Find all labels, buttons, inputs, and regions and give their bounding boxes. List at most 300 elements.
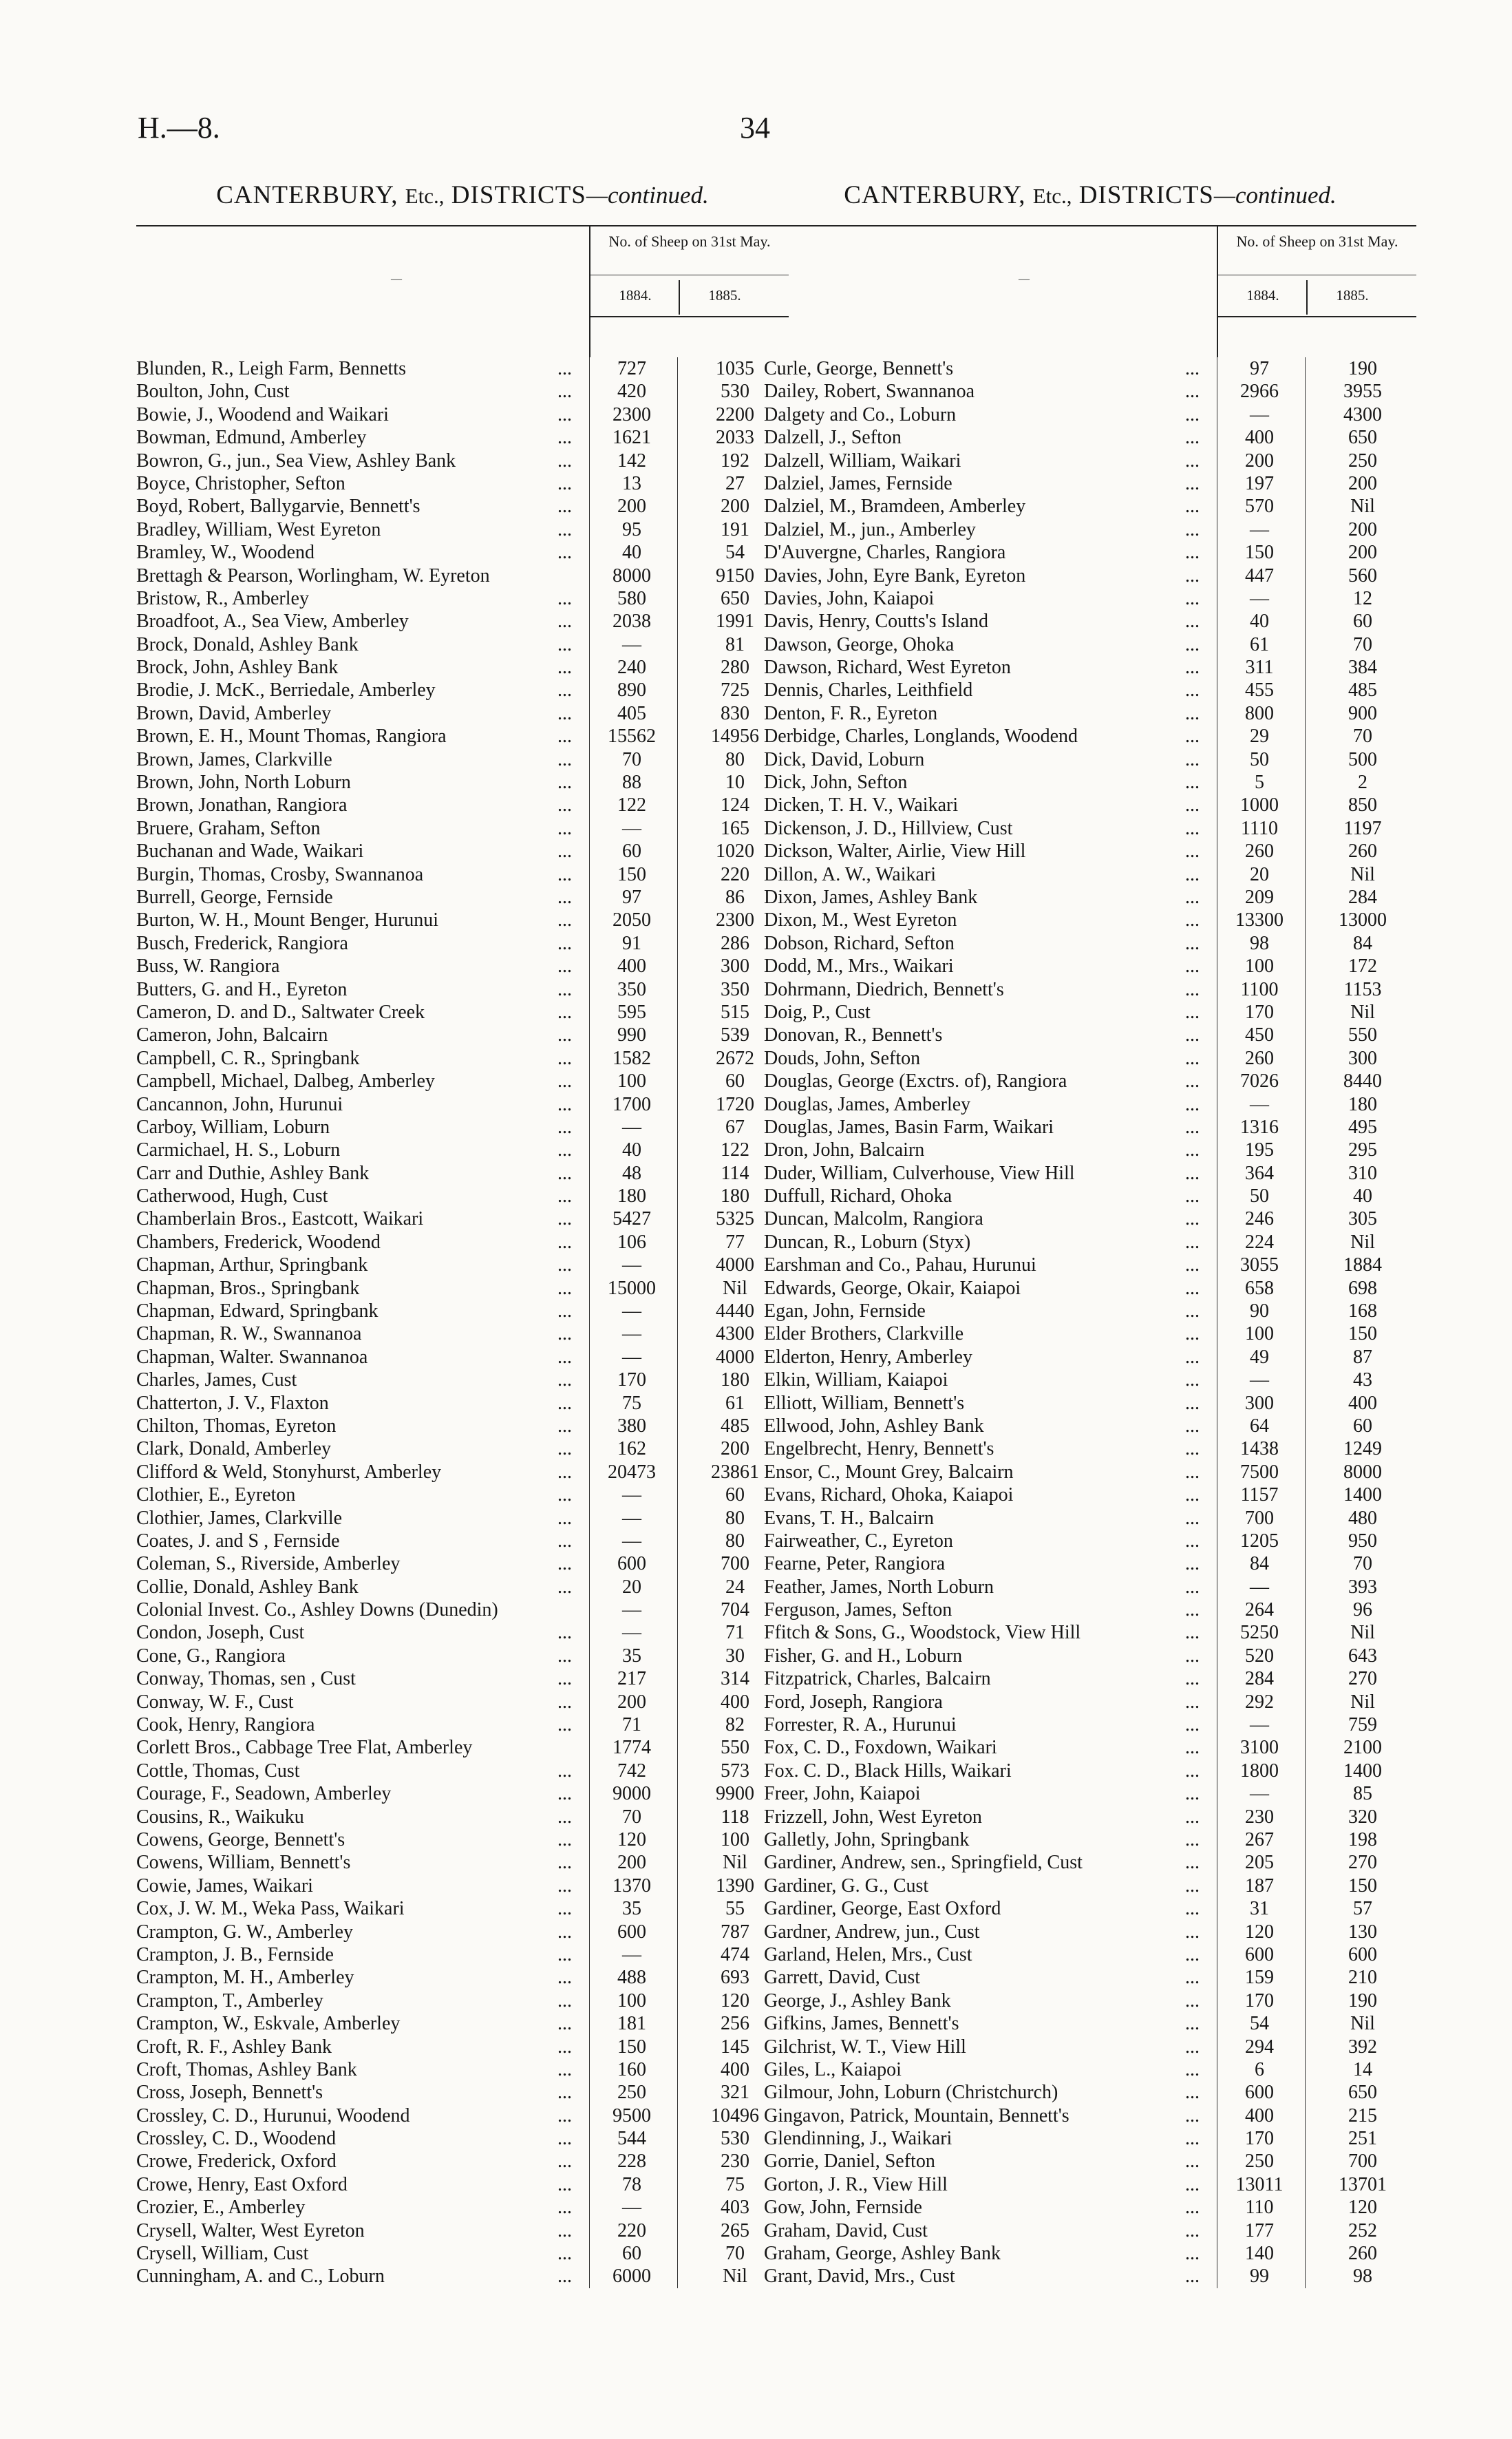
title-etc: Etc., [405,184,445,208]
table-row [764,1966,1416,1989]
sheep-1884: — [622,817,641,839]
leader-dots: ... [557,2243,572,2265]
sheep-1885: Nil [1350,2013,1375,2035]
owner-name: Butters, G. and H., Eyreton [136,978,348,1000]
sheep-1885: 384 [1348,657,1377,679]
owner-name: Chapman, R. W., Swannanoa [136,1323,362,1345]
sheep-1884: 364 [1245,1162,1274,1184]
year-1884-header: 1884. [1246,287,1279,304]
owner-name: Dawson, Richard, West Eyreton [764,657,1011,679]
sheep-1884: 400 [1245,2104,1274,2126]
sheep-1884: 580 [617,587,646,609]
table-row [136,909,789,931]
leader-dots: ... [557,1645,572,1667]
sheep-1885: 70 [725,2243,745,2265]
table-row [136,1598,789,1621]
owner-name: Cowens, George, Bennett's [136,1829,345,1850]
table-row [764,1989,1416,2012]
table-row [764,1461,1416,1484]
leader-dots: ... [1185,403,1200,425]
sheep-1885: 145 [721,2036,749,2058]
owner-name: Campbell, Michael, Dalbeg, Amberley [136,1070,435,1092]
leader-dots: ... [1185,1599,1200,1621]
owner-name: Ellwood, John, Ashley Bank [764,1415,984,1437]
table-row [136,1989,789,2012]
sheep-1885: 704 [721,1599,749,1621]
leader-dots: ... [1185,748,1200,770]
leader-dots: ... [1185,932,1200,954]
owner-name: Cowie, James, Waikari [136,1875,313,1897]
owner-name: Davis, Henry, Coutts's Island [764,611,988,633]
table-row [136,610,789,633]
leader-dots: ... [557,1691,572,1713]
owner-name: Dalziel, M., jun., Amberley [764,518,976,540]
table-row [136,518,789,541]
sheep-1885: 24 [725,1576,745,1598]
table-row [136,1691,789,1713]
leader-dots: ... [557,633,572,655]
table-row [136,1921,789,1943]
sheep-1884: 48 [622,1162,641,1184]
table-row [136,1277,789,1300]
sheep-1884: 600 [1245,1943,1274,1965]
owner-name: Crampton, T., Amberley [136,1989,323,2012]
sheep-1884: 1370 [613,1875,651,1897]
leader-dots: ... [557,2082,572,2104]
table-row [764,495,1416,518]
sheep-1884: 91 [622,932,641,954]
owner-name: Dawson, George, Ohoka [764,633,955,655]
table-row [136,1369,789,1391]
sheep-1884: 84 [1250,1553,1269,1575]
sheep-1884: 6000 [613,2266,651,2288]
sheep-1884: 520 [1245,1645,1274,1667]
sheep-1885: 61 [725,1392,745,1414]
owner-name: Davies, John, Kaiapoi [764,587,935,609]
table-row [764,1254,1416,1276]
table-row [764,610,1416,633]
sheep-1884: 284 [1245,1668,1274,1690]
owner-name: Cousins, R., Waikuku [136,1806,304,1828]
sheep-1885: 300 [721,955,749,978]
sheep-1884: 595 [617,1001,646,1023]
sheep-1884: — [622,1484,641,1506]
leader-dots: ... [557,472,572,494]
sheep-1884: 267 [1245,1829,1274,1850]
owner-name: Bruere, Graham, Sefton [136,817,321,839]
table-row [136,1782,789,1805]
leader-dots: ... [1185,2243,1200,2265]
sheep-1885: 200 [721,1438,749,1460]
sheep-1884: 800 [1245,702,1274,724]
sheep-1884: 9500 [613,2104,651,2126]
leader-dots: ... [1185,863,1200,885]
table-row [136,403,789,426]
owner-name: Chapman, Arthur, Springbank [136,1254,368,1276]
sheep-1884: 150 [617,2036,646,2058]
owner-name: Graham, George, Ashley Bank [764,2243,1001,2265]
sheep-1885: 124 [721,794,749,816]
table-row [136,748,789,771]
leader-dots: ... [557,2173,572,2195]
sheep-1884: 97 [622,886,641,908]
owner-name: Burton, W. H., Mount Benger, Hurunui [136,909,439,931]
leader-dots: ... [1185,1093,1200,1115]
owner-name: Bowman, Edmund, Amberley [136,427,367,449]
table-row [764,2058,1416,2081]
leader-dots: ... [557,886,572,908]
owner-name: Gilmour, John, Loburn (Christchurch) [764,2082,1058,2104]
sheep-1885: 215 [1348,2104,1377,2126]
sheep-1884: 49 [1250,1346,1269,1368]
leader-dots: ... [1185,1622,1200,1644]
table-row [136,1828,789,1851]
leader-dots: ... [1185,1369,1200,1391]
sheep-1884: 6 [1255,2058,1264,2080]
owner-name: Brown, David, Amberley [136,702,332,724]
owner-name: Bowron, G., jun., Sea View, Ashley Bank [136,450,456,472]
owner-name: Dicken, T. H. V., Waikari [764,794,959,816]
leader-dots: ... [557,1254,572,1276]
sheep-1884: 13300 [1235,909,1284,931]
sheep-1884: 180 [617,1185,646,1207]
owner-name: Cowens, William, Bennett's [136,1852,351,1874]
sheep-1885: 114 [721,1162,749,1184]
sheep-1884: 742 [617,1760,646,1782]
owner-name: Boyd, Robert, Ballygarvie, Bennett's [136,496,420,518]
sheep-1885: 550 [1348,1024,1377,1046]
sheep-1885: 180 [721,1369,749,1391]
sheep-1884: 20 [1250,863,1269,885]
sheep-1884: 140 [1245,2243,1274,2265]
owner-name: Courage, F., Seadown, Amberley [136,1783,392,1805]
leader-dots: ... [557,2151,572,2173]
sheep-1884: 13011 [1235,2173,1284,2195]
sheep-1884: 98 [1250,932,1269,954]
sheep-1884: 700 [1245,1507,1274,1529]
owner-name: Brown, John, North Loburn [136,772,351,794]
table-row [136,863,789,886]
leader-dots: ... [1185,1139,1200,1161]
leader-dots: ... [557,611,572,633]
sheep-1885: 70 [1353,633,1372,655]
owner-name: Elderton, Henry, Amberley [764,1346,972,1368]
owner-name: Elkin, William, Kaiapoi [764,1369,948,1391]
leader-dots: ... [1185,1231,1200,1253]
table-row [136,1093,789,1116]
title-continued: —continued. [586,182,709,209]
owner-name: Gorton, J. R., View Hill [764,2173,948,2195]
leader-dots: ... [1185,496,1200,518]
table-row [764,817,1416,840]
sheep-1885: 265 [721,2219,749,2241]
leader-dots: ... [1185,2104,1200,2126]
owner-name: Dixon, James, Ashley Bank [764,886,978,908]
sheep-1885: 256 [721,2013,749,2035]
leader-dots: ... [557,2058,572,2080]
table-row [136,679,789,701]
owner-name: Carr and Duthie, Ashley Bank [136,1162,370,1184]
sheep-1884: 95 [622,518,641,540]
sheep-1885: 700 [721,1553,749,1575]
sheep-1885: 1884 [1343,1254,1382,1276]
owner-name: Gilchrist, W. T., View Hill [764,2036,966,2058]
sheep-1884: — [1250,1783,1269,1805]
leader-dots: ... [557,748,572,770]
owner-name: D'Auvergne, Charles, Rangiora [764,542,1006,564]
sheep-1884: — [622,1622,641,1644]
table-row [764,656,1416,679]
table-row [764,748,1416,771]
leader-dots: ... [1185,702,1200,724]
sheep-1885: Nil [1350,1622,1375,1644]
owner-name: Chapman, Edward, Springbank [136,1300,379,1322]
sheep-1885: 172 [1348,955,1377,978]
owner-name: Chapman, Walter. Swannanoa [136,1346,368,1368]
owner-name: Burgin, Thomas, Crosby, Swannanoa [136,863,424,885]
sheep-1885: Nil [1350,863,1375,885]
sheep-1884: 70 [622,1806,641,1828]
owner-name: Dodd, M., Mrs., Waikari [764,955,954,978]
leader-dots: ... [557,772,572,794]
leader-dots: ... [557,702,572,724]
leader-dots: ... [1185,1967,1200,1989]
sheep-1885: 30 [725,1645,745,1667]
sheep-1884: 250 [617,2082,646,2104]
leader-dots: ... [557,1714,572,1736]
sheep-1885: 474 [721,1943,749,1965]
sheep-1885: 284 [1348,886,1377,908]
table-row [136,2012,789,2035]
owner-name: Gardner, Andrew, jun., Cust [764,1921,980,1943]
leader-dots: ... [557,909,572,931]
owner-name: Evans, Richard, Ohoka, Kaiapoi [764,1484,1014,1506]
table-row [136,2036,789,2058]
sheep-1885: 400 [721,2058,749,2080]
table-row [136,702,789,725]
sheep-1885: 77 [725,1231,745,1253]
sheep-1884: 31 [1250,1898,1269,1920]
sheep-1884: 15000 [608,1277,656,1299]
sheep-1885: 643 [1348,1645,1377,1667]
sheep-1885: 23861 [711,1461,759,1483]
table-row [764,1921,1416,1943]
table-row [136,1162,789,1185]
table-row [136,1207,789,1230]
leader-dots: ... [1185,1438,1200,1460]
owner-name: Dickson, Walter, Airlie, View Hill [764,841,1026,863]
table-row [764,1530,1416,1552]
sheep-1885: 1197 [1343,817,1382,839]
owner-name: Ffitch & Sons, G., Woodstock, View Hill [764,1622,1081,1644]
leader-dots: ... [1185,427,1200,449]
table-row [764,955,1416,978]
owner-name: Graham, David, Cust [764,2219,928,2241]
sheep-1884: 110 [1245,2197,1274,2219]
sheep-1885: 60 [725,1070,745,1092]
leader-dots: ... [1185,542,1200,564]
owner-name: Dalgety and Co., Loburn [764,403,957,425]
owner-name: Chamberlain Bros., Eastcott, Waikari [136,1208,424,1230]
sheep-1885: 71 [725,1622,745,1644]
sheep-1885: 1249 [1343,1438,1382,1460]
sheep-1884: 240 [617,657,646,679]
sheep-1884: 60 [622,2243,641,2265]
table-row [764,1139,1416,1161]
sheep-1884: 195 [1245,1139,1274,1161]
owner-name: Cameron, D. and D., Saltwater Creek [136,1001,425,1023]
owner-name: Duder, William, Culverhouse, View Hill [764,1162,1075,1184]
sheep-1884: 64 [1250,1415,1269,1437]
owner-name: Croft, Thomas, Ashley Bank [136,2058,357,2080]
table-row [764,1162,1416,1185]
table-row [136,2219,789,2242]
sheep-1884: 29 [1250,726,1269,748]
sheep-1885: 130 [1348,1921,1377,1943]
sheep-1884: — [622,2197,641,2219]
sheep-1885: 500 [1348,748,1377,770]
owner-name: Coleman, S., Riverside, Amberley [136,1553,401,1575]
sheep-1885: 80 [725,1507,745,1529]
sheep-1885: 725 [721,679,749,701]
owner-name: Cottle, Thomas, Cust [136,1760,300,1782]
table-row [136,1116,789,1139]
table-row [764,541,1416,564]
table-row [764,794,1416,816]
title-continued: —continued. [1213,182,1337,209]
sheep-1884: 78 [622,2173,641,2195]
owner-name: Dixon, M., West Eyreton [764,909,957,931]
sheep-1885: 120 [1348,2197,1377,2219]
sheep-1885: 393 [1348,1576,1377,1598]
owner-name: Dron, John, Balcairn [764,1139,925,1161]
table-row [136,633,789,656]
sheep-1884: 75 [622,1392,641,1414]
sheep-1884: 150 [1245,542,1274,564]
sheep-1884: 1316 [1240,1116,1279,1138]
leader-dots: ... [557,1806,572,1828]
owner-name: Chilton, Thomas, Eyreton [136,1415,337,1437]
sheep-1885: 310 [1348,1162,1377,1184]
table-row [136,955,789,978]
table-row [136,1530,789,1552]
sheep-1884: 40 [1250,611,1269,633]
sheep-1884: 727 [617,358,646,379]
sheep-1884: 106 [617,1231,646,1253]
table-row [764,2104,1416,2127]
leader-dots: ... [557,403,572,425]
leader-dots: ... [557,542,572,564]
sheep-1884: — [1250,587,1269,609]
sheep-1885: 314 [721,1668,749,1690]
table-row [764,1828,1416,1851]
sheep-1885: 81 [725,633,745,655]
sheep-1884: 88 [622,772,641,794]
owner-name: Conway, W. F., Cust [136,1691,294,1713]
leader-dots: ... [1185,1553,1200,1575]
sheep-1885: 250 [1348,450,1377,472]
table-row [764,1231,1416,1254]
leader-dots: ... [1185,1875,1200,1897]
leader-dots: ... [1185,2151,1200,2173]
leader-dots: ... [1185,1645,1200,1667]
leader-dots: ... [1185,1760,1200,1782]
leader-dots: ... [557,1438,572,1460]
sheep-1884: 35 [622,1898,641,1920]
owner-name: Clothier, James, Clarkville [136,1507,343,1529]
table-row [136,357,789,380]
sheep-1884: 162 [617,1438,646,1460]
sheep-1884: 50 [1250,1185,1269,1207]
sheep-1885: 13000 [1339,909,1387,931]
owner-name: Cunningham, A. and C., Loburn [136,2266,385,2288]
sheep-1884: 250 [1245,2151,1274,2173]
sheep-1885: 9150 [716,564,754,587]
sheep-1885: 86 [725,886,745,908]
sheep-1885: 1991 [716,611,754,633]
year-1885-header: 1885. [1306,280,1397,315]
leader-dots: ... [1185,1989,1200,2012]
leader-dots: ... [1185,726,1200,748]
sheep-1885: 4000 [716,1254,754,1276]
leader-dots: ... [557,841,572,863]
sheep-1884: 1438 [1240,1438,1279,1460]
table-row [764,1277,1416,1300]
leader-dots: ... [1185,817,1200,839]
leader-dots: ... [557,1783,572,1805]
sheep-1885: 210 [1348,1967,1377,1989]
table-row [136,886,789,909]
sheep-1884: 405 [617,702,646,724]
leader-dots: ... [1185,381,1200,403]
sheep-1884: — [622,1507,641,1529]
leader-dots: ... [1185,955,1200,978]
sheep-1884: — [1250,518,1269,540]
sheep-1884: 455 [1245,679,1274,701]
table-row [136,2081,789,2104]
leader-dots: ... [1185,1461,1200,1483]
sheep-1884: 20473 [608,1461,656,1483]
leader-dots: ... [1185,679,1200,701]
table-row [136,1507,789,1530]
sheep-1885: 4300 [716,1323,754,1345]
leader-dots: ... [557,1760,572,1782]
sheep-1884: — [622,1346,641,1368]
sheep-1885: 60 [1353,1415,1372,1437]
sheep-1884: 890 [617,679,646,701]
sheep-1884: 187 [1245,1875,1274,1897]
sheep-1885: 530 [721,381,749,403]
sheep-1885: 191 [721,518,749,540]
table-row [764,1667,1416,1690]
sheep-1885: 165 [721,817,749,839]
sheep-1885: 14 [1353,2058,1372,2080]
sheep-1885: 1035 [716,358,754,379]
owner-name: Dobson, Richard, Sefton [764,932,955,954]
sheep-1885: 9900 [716,1783,754,1805]
leader-dots: ... [557,1989,572,2012]
sheep-1884: 447 [1245,564,1274,587]
sheep-1885: 118 [721,1806,749,1828]
owner-name: Fox, C. D., Foxdown, Waikari [764,1737,997,1759]
sheep-1884: 2050 [613,909,651,931]
sheep-1885: 4300 [1343,403,1382,425]
table-row [764,932,1416,955]
sheep-1885: Nil [1350,1231,1375,1253]
owner-name: Fairweather, C., Eyreton [764,1530,953,1552]
sheep-1885: 560 [1348,564,1377,587]
sheep-1885: 539 [721,1024,749,1046]
